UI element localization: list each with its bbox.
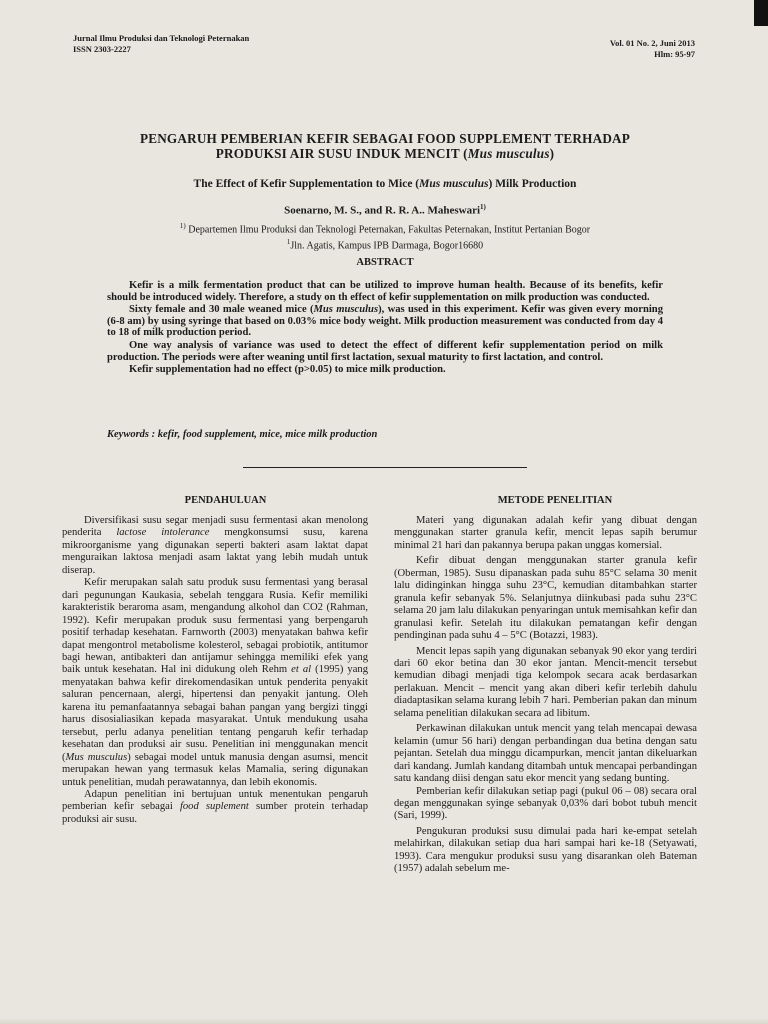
- journal-issn: ISSN 2303-2227: [73, 44, 131, 54]
- abstract-body: [107, 280, 663, 377]
- body-paragraph: Pemberian kefir dilakukan setiap pagi (pukul 06 – 08) secara oral degan menggunakan syinge sebanyak 0,03% dari bobot tubuh mencit (Sari, 1999).: [394, 785, 697, 822]
- section-heading-methods: METODE PENELITIAN: [497, 495, 613, 506]
- introduction-column: [62, 515, 368, 826]
- methods-column: [394, 515, 697, 876]
- journal-header: [73, 33, 249, 55]
- keywords-label: Keywords :: [107, 429, 158, 440]
- keywords: [107, 429, 663, 440]
- body-paragraph: Diversifikasi susu segar menjadi susu fermentasi akan menolong penderita lactose intolerance mengkonsumsi susu, karena mikroorganisme yang digunakan seperti bakteri asam laktat dapat menguraikan laktosa menjadi asam laktat yang lebih mudah untuk diserap.: [62, 515, 369, 576]
- abstract-paragraph: Kefir supplementation had no effect (p>0.05) to mice milk production.: [129, 364, 446, 376]
- body-paragraph: Mencit lepas sapih yang digunakan sebanyak 90 ekor yang terdiri dari 60 ekor betina dan 30 ekor jantan. Mencit-mencit tersebut kemudian dibagi menjadi tiga kelompok secara acak berdasarkan perlakuan. Mencit – mencit yang akan diberi kefir terlebih dahulu diadaptasikan selama kurang lebih 7 hari. Pemberian pakan dan minum selama penelitian dilakukan secara ad libitum.: [394, 645, 697, 719]
- body-paragraph: Perkawinan dilakukan untuk mencit yang telah mencapai dewasa kelamin (umur 56 hari) dengan perbandingan dua betina dengan satu pejantan. Setelah dua minggu dicampurkan, mencit jantan dikeluarkan dari kandang. Jumlah kandang ditambah untuk mencapai perbandingan satu kandang diisi dengan satu ekor mencit yang sedang bunting.: [394, 723, 697, 785]
- page-edge-shadow: [0, 1018, 768, 1024]
- affiliation-address: Jln. Agatis, Kampus IPB Darmaga, Bogor16680: [290, 240, 484, 252]
- title-line-1: PENGARUH PEMBERIAN KEFIR SEBAGAI FOOD SUPPLEMENT TERHADAP: [139, 131, 631, 146]
- paper-title: [100, 131, 670, 161]
- abstract-paragraph: One way analysis of variance was used to detect the effect of different kefir supplementation period on milk production. The periods were after weaning until first lactation, sexual maturity to first lactation, and control.: [107, 339, 663, 363]
- body-paragraph: Adapun penelitian ini bertujuan untuk menentukan pengaruh pemberian kefir sebagai food suplement sumber protein terhadap produksi air susu.: [62, 788, 369, 825]
- english-title: The Effect of Kefir Supplementation to Mice (Mus musculus) Milk Production: [193, 178, 577, 190]
- abstract-paragraph: Sixty female and 30 male weaned mice (Mus musculus), was used in this experiment. Kefir was given every morning (6-8 am) by using syringe that based on 0.03% mice body weight. Milk production measurement was conducted from day 4 to 18 of milk production period.: [107, 304, 663, 339]
- journal-name: Jurnal Ilmu Produksi dan Teknologi Peternakan: [73, 33, 250, 43]
- keywords-text: kefir, food supplement, mice, mice milk production: [157, 429, 378, 440]
- affiliation: $^{1)}$ Departemen Ilmu Produksi dan Teknologi Peternakan, Fakultas Peternakan, Institut Pertanian Bogor $^1$Jln. Agatis, Kampus IPB Darmaga, Bogor16680: [179, 222, 591, 252]
- abstract-paragraph: Kefir is a milk fermentation product that can be utilized to improve human health. Because of its benefits, kefir should be introduced widely. Therefore, a study on th effect of kefir supplementation on milk production was conducted.: [107, 280, 663, 303]
- issue-info: [610, 38, 695, 60]
- abstract-heading: ABSTRACT: [356, 257, 414, 268]
- body-paragraph: Kefir merupakan salah satu produk susu fermentasi yang berasal dari pegunungan Kaukasia, sebelah tenggara Rusia. Kefir memiliki karakteristik beraroma asam, mengandung alkohol dan CO2 (Rahman, 1992). Kefir merupakan produk susu fermentasi yang berpengaruh positif terhadap kesehatan. Farnworth (2003) menyatakan bahwa kefir dapat mengontrol metabolisme kolesterol, sebagai probiotik, antitumor bagi hewan, antibakteri dan antijamur sehingga memiliki efek yang baik untuk kesehatan. Hal ini didukung oleh Rehm et al (1995) yang menyatakan bahwa kefir direkomendasikan untuk penderita penyakit saluran pencernaan, alergi, hipertensi dan penyakit jantung. Oleh karena itu pemanfaatannya sebagai bahan pangan yang bergizi tinggi harus disosialiasikan kepada masyarakat. Untuk mendukung usaha tersebut, perlu adanya penelitian tentang pengaruh kefir terhadap kesehatan dan produksi air susu. Penelitian ini menggunakan mencit (Mus musculus) sebagai model untuk manusia dengan asumsi, mencit merupakan hewan yang termasuk kelas Mamalia, sering digunakan untuk penelitian, mudah perawatannya, dan lebih ekonomis.: [62, 577, 368, 788]
- section-heading-introduction: PENDAHULUAN: [184, 495, 267, 506]
- title-line-2: PRODUKSI AIR SUSU INDUK MENCIT (Mus musculus): [215, 146, 555, 161]
- section-divider: [243, 467, 527, 468]
- body-paragraph: Kefir dibuat dengan menggunakan starter granula kefir (Oberman, 1985). Susu dipanaskan pada suhu 85°C selama 30 menit lalu didinginkan hingga suhu 23°C, kemudian ditambahkan starter granula kefir sebanyak 5%. Selanjutnya diinkubasi pada suhu 23°C selama 20 jam lalu dilakukan penyaringan untuk memisahkan kefir dan granulasi kefir. Setelah itu dilakukan pematangan kefir dengan pendinginan pada suhu 4 – 5°C (Botazzi, 1983).: [394, 555, 697, 642]
- author-list: Soenarno, M. S., and R. R. A.. Maheswari$^{1)}$: [284, 203, 486, 217]
- page-range: Hlm: 95-97: [654, 49, 695, 59]
- body-paragraph: Materi yang digunakan adalah kefir yang dibuat dengan menggunakan starter granula kefir, mencit lepas sapih berumur minimal 21 hari dan pakannya berupa pakan unggas komersial.: [394, 515, 697, 551]
- scan-corner-mark: [754, 0, 768, 26]
- body-paragraph: Pengukuran produksi susu dimulai pada hari ke-empat setelah melahirkan, dilakukan setiap dua hari sampai hari ke-18 (Setyawati, 1993). Cara mengukur produksi susu yang disarankan oleh Bateman (1957) adalah sebelum me-: [394, 825, 697, 875]
- affiliation-department: Departemen Ilmu Produksi dan Teknologi Peternakan, Fakultas Peternakan, Institut Pertanian Bogor: [188, 224, 591, 236]
- volume-label: Vol. 01 No. 2, Juni 2013: [609, 38, 695, 48]
